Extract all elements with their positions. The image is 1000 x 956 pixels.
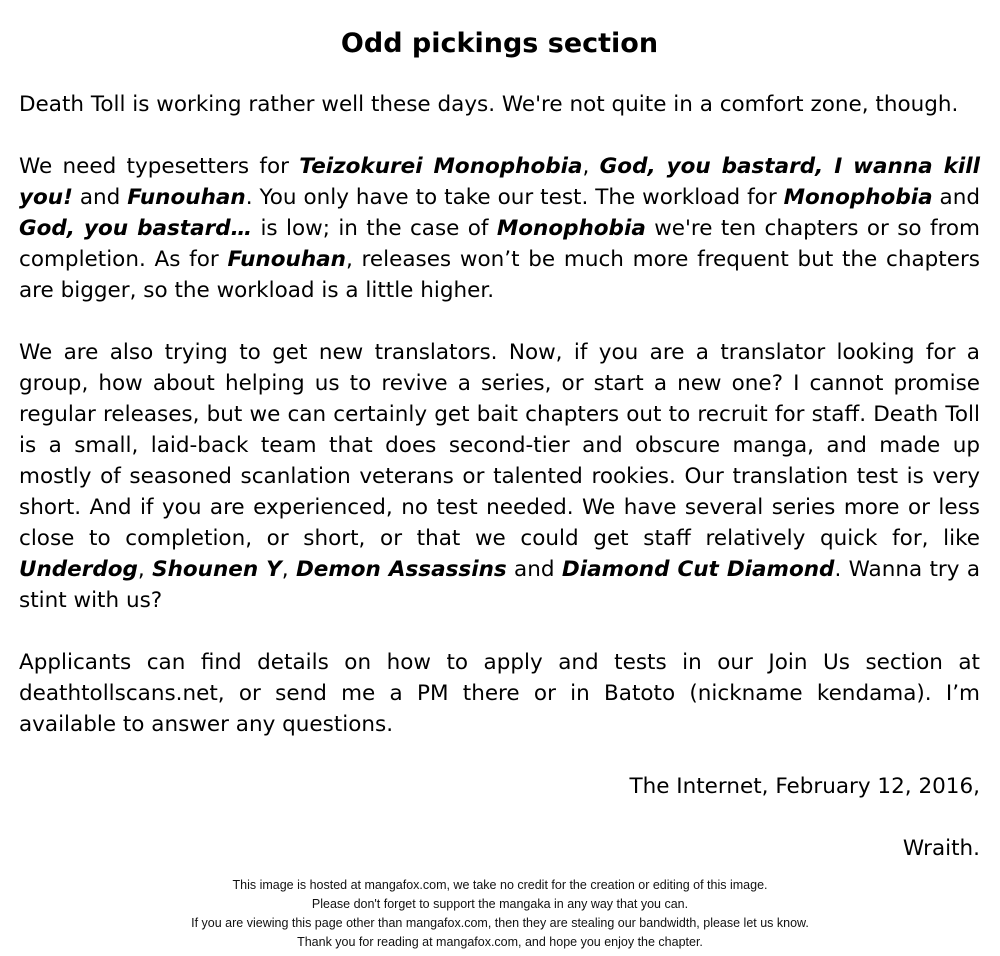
- series-title: Demon Assassins: [295, 557, 507, 582]
- text-run: and: [932, 185, 980, 210]
- text-run: ,: [137, 557, 153, 582]
- series-title: Monophobia: [783, 185, 933, 210]
- series-title: Shounen Y: [152, 557, 282, 582]
- signature: Wraith.: [902, 836, 980, 861]
- footer-line: If you are viewing this page other than mangafox.com, then they are stealing our bandwidth, please let us know.: [191, 916, 809, 930]
- text-run: . Wanna try a stint with us?: [19, 557, 981, 613]
- series-title: Monophobia: [496, 216, 646, 241]
- paragraph-applicants: Applicants can find details on how to apply and tests in our Join Us section at deathtollscans.net, or send me a PM there or in Batoto (nickname kendama). I’m available to answer any questions.: [19, 650, 980, 737]
- text-run: and: [72, 185, 128, 210]
- text-run: ,: [582, 154, 600, 179]
- series-title: Teizokurei Monophobia: [299, 154, 583, 179]
- text-run: we're ten chapters or so from completion. As for: [19, 216, 980, 272]
- series-title: Diamond Cut Diamond: [561, 557, 835, 582]
- footer-line: This image is hosted at mangafox.com, we take no credit for the creation or editing of this image.: [232, 878, 768, 892]
- text-run: is low; in the case of: [252, 216, 497, 241]
- text-run: and: [506, 557, 562, 582]
- series-title: Underdog: [19, 557, 138, 582]
- series-title: God, you bastard…: [19, 216, 253, 241]
- text-run: ,: [281, 557, 296, 582]
- paragraph-translators: [19, 337, 980, 616]
- footer-line: Please don't forget to support the mangaka in any way that you can.: [311, 897, 689, 911]
- hosting-notice: [0, 876, 1000, 952]
- text-run: , releases won’t be much more frequent but the chapters are bigger, so the workload is a little higher.: [19, 247, 980, 303]
- page-title: Odd pickings section: [340, 28, 659, 59]
- series-title: Funouhan: [227, 247, 346, 272]
- paragraph-intro: Death Toll is working rather well these days. We're not quite in a comfort zone, though.: [19, 92, 959, 117]
- text-run: We need typesetters for: [19, 154, 300, 179]
- text-run: We are also trying to get new translators. Now, if you are a translator looking for a group, how about helping us to revive a series, or start a new one? I cannot promise regular releases, but we can certainly get bait chapters out to recruit for staff. Death Toll is a small, laid-back team that does second-tier and obscure manga, and made up mostly of seasoned scanlation veterans or talented rookies. Our translation test is very short. And if you are experienced, no test needed. We have several series more or less close to completion, or short, or that we could get staff relatively quick for, like: [19, 340, 980, 551]
- series-title: Funouhan: [127, 185, 246, 210]
- document-page: [19, 0, 980, 864]
- text-run: . You only have to take our test. The workload for: [245, 185, 784, 210]
- date-line: The Internet, February 12, 2016,: [629, 774, 980, 799]
- paragraph-typesetters: [19, 151, 980, 306]
- series-title: God, you bastard, I wanna kill you!: [19, 154, 980, 210]
- footer-line: Thank you for reading at mangafox.com, and hope you enjoy the chapter.: [297, 935, 703, 949]
